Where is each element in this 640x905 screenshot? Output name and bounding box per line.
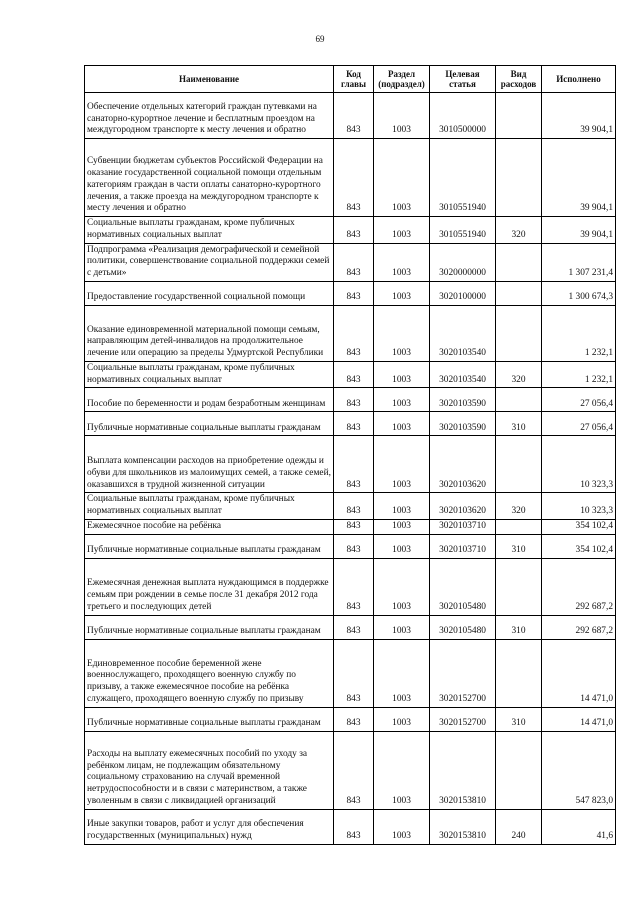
cell-code: 843 bbox=[334, 493, 374, 520]
table-row bbox=[85, 217, 616, 244]
cell-kind bbox=[496, 139, 542, 217]
cell-name: Социальные выплаты гражданам, кроме публичных нормативных социальных выплат bbox=[85, 361, 334, 388]
cell-section: 1003 bbox=[374, 436, 430, 493]
cell-code: 843 bbox=[334, 305, 374, 361]
table-row bbox=[85, 639, 616, 707]
cell-name: Социальные выплаты гражданам, кроме публичных нормативных социальных выплат bbox=[85, 217, 334, 244]
header-name: Наименование bbox=[85, 66, 334, 93]
cell-name: Обеспечение отдельных категорий граждан путевками на санаторно-курортное лечение и бесплатным проездом на междугородном транспорте к месту лечения и обратно bbox=[85, 93, 334, 139]
cell-kind bbox=[496, 731, 542, 809]
table-row bbox=[85, 534, 616, 558]
cell-target: 3010500000 bbox=[430, 93, 496, 139]
cell-target: 3020105480 bbox=[430, 615, 496, 639]
cell-name: Ежемесячная денежная выплата нуждающимся в поддержке семьям при рождении в семье после 31 декабря 2012 года третьего и последующих детей bbox=[85, 558, 334, 615]
cell-kind: 310 bbox=[496, 707, 542, 731]
cell-section: 1003 bbox=[374, 412, 430, 436]
cell-target: 3020103710 bbox=[430, 534, 496, 558]
cell-code: 843 bbox=[334, 639, 374, 707]
cell-executed: 39 904,1 bbox=[542, 217, 616, 244]
table-row bbox=[85, 93, 616, 139]
cell-kind bbox=[496, 243, 542, 281]
cell-executed: 1 232,1 bbox=[542, 305, 616, 361]
cell-executed: 14 471,0 bbox=[542, 639, 616, 707]
cell-executed: 39 904,1 bbox=[542, 139, 616, 217]
table-body bbox=[85, 93, 616, 845]
cell-executed: 10 323,3 bbox=[542, 436, 616, 493]
cell-code: 843 bbox=[334, 412, 374, 436]
budget-execution-table bbox=[84, 65, 616, 845]
cell-name: Выплата компенсации расходов на приобретение одежды и обуви для школьников из малоимущих семей, а также семей, оказавшихся в трудной жизненной ситуации bbox=[85, 436, 334, 493]
cell-section: 1003 bbox=[374, 519, 430, 534]
cell-name: Предоставление государственной социальной помощи bbox=[85, 281, 334, 305]
cell-section: 1003 bbox=[374, 139, 430, 217]
cell-target: 3020000000 bbox=[430, 243, 496, 281]
cell-section: 1003 bbox=[374, 493, 430, 520]
cell-code: 843 bbox=[334, 615, 374, 639]
cell-target: 3020152700 bbox=[430, 639, 496, 707]
cell-code: 843 bbox=[334, 558, 374, 615]
cell-code: 843 bbox=[334, 436, 374, 493]
cell-target: 3020153810 bbox=[430, 731, 496, 809]
cell-executed: 354 102,4 bbox=[542, 534, 616, 558]
cell-kind bbox=[496, 558, 542, 615]
header-target: Целевая статья bbox=[430, 66, 496, 93]
cell-name: Публичные нормативные социальные выплаты гражданам bbox=[85, 534, 334, 558]
cell-name: Оказание единовременной материальной помощи семьям, направляющим детей-инвалидов на продолжительное лечение или операцию за пределы Удмуртской Республики bbox=[85, 305, 334, 361]
cell-code: 843 bbox=[334, 139, 374, 217]
cell-kind bbox=[496, 436, 542, 493]
cell-code: 843 bbox=[334, 809, 374, 844]
table-row bbox=[85, 412, 616, 436]
cell-code: 843 bbox=[334, 93, 374, 139]
table-row bbox=[85, 707, 616, 731]
cell-code: 843 bbox=[334, 388, 374, 412]
table-row bbox=[85, 519, 616, 534]
cell-section: 1003 bbox=[374, 281, 430, 305]
cell-target: 3020103590 bbox=[430, 412, 496, 436]
cell-kind: 310 bbox=[496, 615, 542, 639]
cell-target: 3020103620 bbox=[430, 493, 496, 520]
cell-executed: 27 056,4 bbox=[542, 388, 616, 412]
cell-section: 1003 bbox=[374, 809, 430, 844]
cell-code: 843 bbox=[334, 707, 374, 731]
table-row bbox=[85, 388, 616, 412]
cell-code: 843 bbox=[334, 534, 374, 558]
cell-target: 3020103540 bbox=[430, 305, 496, 361]
cell-target: 3010551940 bbox=[430, 139, 496, 217]
cell-kind: 320 bbox=[496, 493, 542, 520]
cell-kind bbox=[496, 388, 542, 412]
cell-target: 3020103590 bbox=[430, 388, 496, 412]
cell-kind bbox=[496, 639, 542, 707]
cell-kind: 320 bbox=[496, 217, 542, 244]
table-row bbox=[85, 493, 616, 520]
cell-kind bbox=[496, 281, 542, 305]
cell-name: Публичные нормативные социальные выплаты гражданам bbox=[85, 707, 334, 731]
cell-section: 1003 bbox=[374, 615, 430, 639]
cell-kind: 240 bbox=[496, 809, 542, 844]
table-row bbox=[85, 281, 616, 305]
cell-target: 3020100000 bbox=[430, 281, 496, 305]
cell-executed: 27 056,4 bbox=[542, 412, 616, 436]
cell-kind: 320 bbox=[496, 361, 542, 388]
cell-executed: 292 687,2 bbox=[542, 558, 616, 615]
cell-target: 3020152700 bbox=[430, 707, 496, 731]
header-kind: Вид расходов bbox=[496, 66, 542, 93]
table-row bbox=[85, 731, 616, 809]
cell-name: Социальные выплаты гражданам, кроме публичных нормативных социальных выплат bbox=[85, 493, 334, 520]
cell-name: Единовременное пособие беременной жене военнослужащего, проходящего военную службу по призыву, а также ежемесячное пособие на ребёнка служащего, проходящего военную службу по призыву bbox=[85, 639, 334, 707]
cell-executed: 14 471,0 bbox=[542, 707, 616, 731]
cell-target: 3020105480 bbox=[430, 558, 496, 615]
table-row bbox=[85, 243, 616, 281]
cell-section: 1003 bbox=[374, 217, 430, 244]
cell-section: 1003 bbox=[374, 707, 430, 731]
cell-executed: 1 232,1 bbox=[542, 361, 616, 388]
cell-kind: 310 bbox=[496, 412, 542, 436]
cell-section: 1003 bbox=[374, 388, 430, 412]
cell-executed: 10 323,3 bbox=[542, 493, 616, 520]
cell-kind bbox=[496, 519, 542, 534]
cell-section: 1003 bbox=[374, 534, 430, 558]
cell-target: 3020103710 bbox=[430, 519, 496, 534]
table-row bbox=[85, 361, 616, 388]
table-row bbox=[85, 558, 616, 615]
cell-target: 3020103620 bbox=[430, 436, 496, 493]
cell-section: 1003 bbox=[374, 361, 430, 388]
cell-name: Иные закупки товаров, работ и услуг для обеспечения государственных (муниципальных) нужд bbox=[85, 809, 334, 844]
cell-code: 843 bbox=[334, 361, 374, 388]
cell-executed: 292 687,2 bbox=[542, 615, 616, 639]
cell-name: Пособие по беременности и родам безработным женщинам bbox=[85, 388, 334, 412]
cell-kind bbox=[496, 305, 542, 361]
header-code: Код главы bbox=[334, 66, 374, 93]
cell-kind bbox=[496, 93, 542, 139]
cell-name: Публичные нормативные социальные выплаты гражданам bbox=[85, 412, 334, 436]
cell-code: 843 bbox=[334, 281, 374, 305]
table-row bbox=[85, 436, 616, 493]
header-section: Раздел (подраздел) bbox=[374, 66, 430, 93]
cell-code: 843 bbox=[334, 243, 374, 281]
cell-executed: 1 300 674,3 bbox=[542, 281, 616, 305]
header-executed: Исполнено bbox=[542, 66, 616, 93]
cell-section: 1003 bbox=[374, 93, 430, 139]
table-row bbox=[85, 615, 616, 639]
cell-section: 1003 bbox=[374, 639, 430, 707]
cell-name: Публичные нормативные социальные выплаты гражданам bbox=[85, 615, 334, 639]
cell-section: 1003 bbox=[374, 731, 430, 809]
cell-section: 1003 bbox=[374, 305, 430, 361]
cell-code: 843 bbox=[334, 217, 374, 244]
table-header-row bbox=[85, 66, 616, 93]
cell-executed: 547 823,0 bbox=[542, 731, 616, 809]
cell-kind: 310 bbox=[496, 534, 542, 558]
cell-code: 843 bbox=[334, 519, 374, 534]
cell-name: Субвенции бюджетам субъектов Российской Федерации на оказание государственной социальной помощи отдельным категориям граждан в части оплаты санаторно-курортного лечения, а также проезда на междугородном транспорте к месту лечения и обратно bbox=[85, 139, 334, 217]
cell-executed: 41,6 bbox=[542, 809, 616, 844]
cell-name: Расходы на выплату ежемесячных пособий по уходу за ребёнком лицам, не подлежащим обязательному социальному страхованию на случай временной нетрудоспособности и в связи с материнством, а также уволенным в связи с ликвидацией организаций bbox=[85, 731, 334, 809]
cell-executed: 1 307 231,4 bbox=[542, 243, 616, 281]
cell-section: 1003 bbox=[374, 243, 430, 281]
cell-name: Подпрограмма «Реализация демографической и семейной политики, совершенствование социальной поддержки семей с детьми» bbox=[85, 243, 334, 281]
cell-name: Ежемесячное пособие на ребёнка bbox=[85, 519, 334, 534]
page-number: 69 bbox=[315, 34, 325, 44]
table-row bbox=[85, 305, 616, 361]
cell-code: 843 bbox=[334, 731, 374, 809]
cell-target: 3020153810 bbox=[430, 809, 496, 844]
cell-executed: 354 102,4 bbox=[542, 519, 616, 534]
cell-target: 3020103540 bbox=[430, 361, 496, 388]
cell-executed: 39 904,1 bbox=[542, 93, 616, 139]
cell-section: 1003 bbox=[374, 558, 430, 615]
table-row bbox=[85, 809, 616, 844]
cell-target: 3010551940 bbox=[430, 217, 496, 244]
table-row bbox=[85, 139, 616, 217]
